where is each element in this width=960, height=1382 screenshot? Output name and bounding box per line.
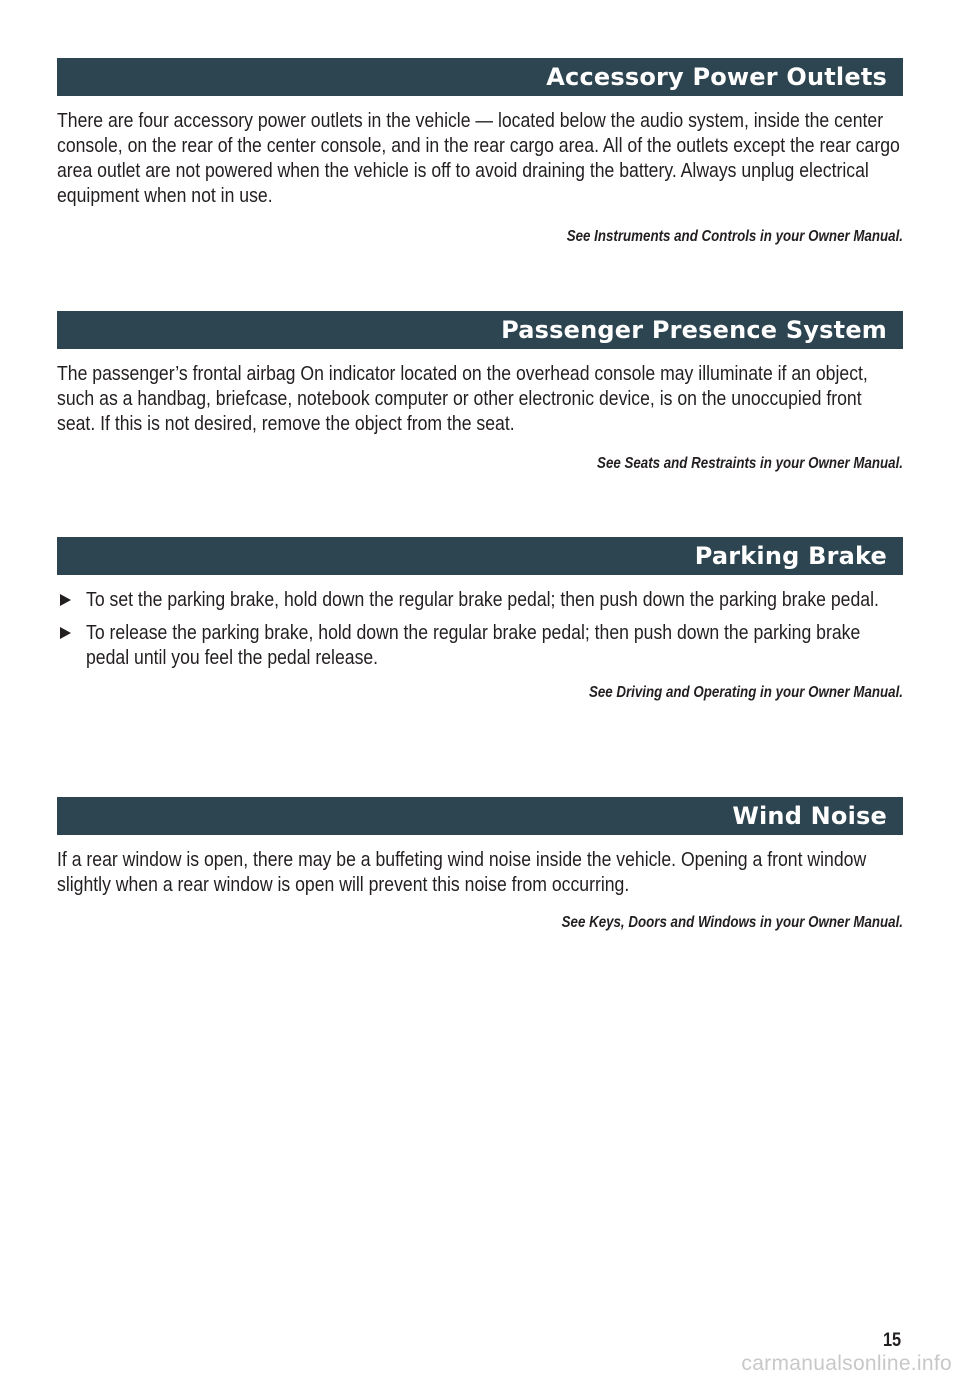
list-item — [57, 587, 903, 612]
section-body: If a rear window is open, there may be a buffeting wind noise inside the vehicle. Opening a front window slightly when a rear window is open will prevent this noise from occurring. — [57, 848, 867, 896]
bullet-arrow-icon — [60, 594, 71, 606]
section-title: Parking Brake — [694, 542, 887, 570]
section-header — [57, 311, 903, 349]
watermark: carmanualsonline.info — [741, 1352, 952, 1375]
bullet-list — [57, 587, 903, 670]
section-title: Wind Noise — [732, 802, 887, 830]
owner-manual-reference: See Driving and Operating in your Owner Manual. — [588, 684, 903, 701]
list-item — [57, 620, 903, 670]
section-body: There are four accessory power outlets in the vehicle — located below the audio system, inside the center console, on the rear of the center console, and in the rear cargo area. All of the outlets except the rear cargo area outlet are not powered when the vehicle is off to avoid draining the battery. Always unplug electrical equipment when not in use. — [57, 109, 900, 207]
owner-manual-reference: See Keys, Doors and Windows in your Owner Manual. — [561, 914, 903, 931]
section-title: Accessory Power Outlets — [546, 63, 887, 91]
list-item-text: To set the parking brake, hold down the regular brake pedal; then push down the parking brake pedal. — [86, 588, 879, 611]
section-parking-brake — [57, 537, 903, 702]
owner-manual-reference: See Instruments and Controls in your Owner Manual. — [566, 228, 903, 245]
owner-manual-reference: See Seats and Restraints in your Owner Manual. — [597, 455, 903, 472]
bullet-arrow-icon — [60, 627, 71, 639]
section-passenger-presence-system — [57, 311, 903, 473]
list-item-text: To release the parking brake, hold down the regular brake pedal; then push down the parking brake pedal until you feel the pedal release. — [86, 621, 861, 669]
section-header — [57, 537, 903, 575]
section-title: Passenger Presence System — [501, 316, 887, 344]
section-wind-noise — [57, 797, 903, 932]
page-number: 15 — [882, 1330, 901, 1351]
section-accessory-power-outlets — [57, 58, 903, 246]
section-header — [57, 58, 903, 96]
section-header — [57, 797, 903, 835]
section-body: The passenger’s frontal airbag On indicator located on the overhead console may illuminate if an object, such as a handbag, briefcase, notebook computer or other electronic device, is on the unoccupied front seat. If this is not desired, remove the object from the seat. — [57, 362, 868, 435]
